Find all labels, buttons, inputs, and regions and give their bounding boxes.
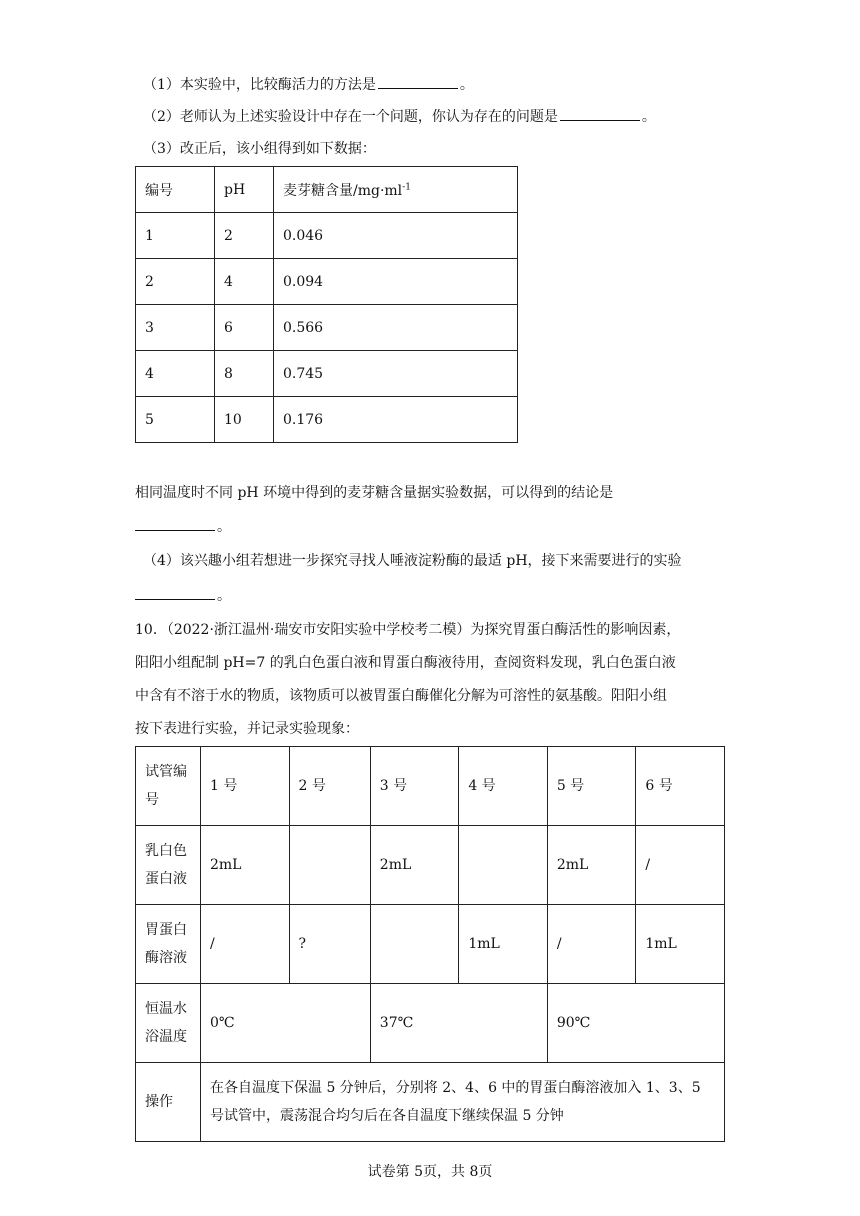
conclusion-answer-line — [135, 516, 231, 537]
table-row — [136, 397, 518, 443]
temp-cell: 90℃ — [547, 984, 724, 1063]
operation-row — [136, 1063, 725, 1142]
cell-ph: 10 — [215, 397, 274, 443]
temperature-row — [136, 984, 725, 1063]
enzyme-cell: 1mL — [459, 905, 548, 984]
operation-cell: 在各自温度下保温 5 分钟后，分别将 2、4、6 中的胃蛋白酶溶液加入 1、3、5 号试管中，震荡混合均匀后在各自温度下继续保温 5 分钟 — [201, 1063, 725, 1142]
enzyme-cell: / — [547, 905, 636, 984]
question-2 — [143, 106, 656, 127]
question-10-line-2: 阳阳小组配制 pH=7 的乳白色蛋白液和胃蛋白酶液待用，查阅资料发现，乳白色蛋白液 — [135, 655, 676, 671]
question-4: （4）该兴趣小组若想进一步探究寻找人唾液淀粉酶的最适 pH，接下来需要进行的实验 — [143, 553, 682, 569]
row-header-enzyme: 胃蛋白 酶溶液 — [136, 905, 201, 984]
question-4-suffix: 。 — [217, 588, 231, 604]
tube-label: 4 号 — [459, 747, 548, 826]
cell-value: 0.046 — [274, 213, 518, 259]
tube-label: 3 号 — [370, 747, 459, 826]
question-10-line-1: 10．（2022·浙江温州·瑞安市安阳实验中学校考二模）为探究胃蛋白酶活性的影响因素， — [135, 622, 681, 638]
experiment-table — [135, 746, 725, 1142]
cell-ph: 4 — [215, 259, 274, 305]
conclusion-prompt: 相同温度时不同 pH 环境中得到的麦芽糖含量据实验数据，可以得到的结论是 — [135, 485, 614, 501]
temp-cell: 0℃ — [201, 984, 371, 1063]
table-row — [136, 259, 518, 305]
milk-cell: / — [636, 826, 725, 905]
answer-blank-2[interactable] — [560, 106, 640, 121]
question-1-text: （1）本实验中，比较酶活力的方法是 — [143, 77, 376, 93]
tube-label: 2 号 — [289, 747, 370, 826]
milk-cell — [459, 826, 548, 905]
question-1 — [143, 74, 474, 95]
tube-label: 6 号 — [636, 747, 725, 826]
header-maltose-sup: -1 — [402, 181, 411, 192]
cell-ph: 2 — [215, 213, 274, 259]
row-header-temp: 恒温水 浴温度 — [136, 984, 201, 1063]
table-row — [136, 351, 518, 397]
row-header-tube: 试管编 号 — [136, 747, 201, 826]
enzyme-cell: / — [201, 905, 290, 984]
row-header-milk: 乳白色 蛋白液 — [136, 826, 201, 905]
enzyme-row — [136, 905, 725, 984]
question-2-text: （2）老师认为上述实验设计中存在一个问题，你认为存在的问题是 — [143, 109, 558, 125]
cell-ph: 6 — [215, 305, 274, 351]
cell-id: 2 — [136, 259, 215, 305]
answer-blank-3[interactable] — [135, 516, 215, 531]
milk-cell — [289, 826, 370, 905]
enzyme-cell: ? — [289, 905, 370, 984]
question-2-suffix: 。 — [641, 109, 656, 125]
cell-value: 0.566 — [274, 305, 518, 351]
milk-cell: 2mL — [370, 826, 459, 905]
cell-id: 3 — [136, 305, 215, 351]
milk-cell: 2mL — [201, 826, 290, 905]
cell-value: 0.745 — [274, 351, 518, 397]
table-row — [136, 213, 518, 259]
milk-protein-row — [136, 826, 725, 905]
conclusion-suffix: 。 — [217, 519, 231, 535]
answer-blank-4[interactable] — [135, 585, 215, 600]
cell-value: 0.176 — [274, 397, 518, 443]
header-id: 编号 — [136, 167, 215, 213]
header-maltose — [274, 167, 518, 213]
tube-number-row — [136, 747, 725, 826]
tube-label: 1 号 — [201, 747, 290, 826]
answer-blank-1[interactable] — [378, 74, 458, 89]
cell-value: 0.094 — [274, 259, 518, 305]
row-header-op: 操作 — [136, 1063, 201, 1142]
milk-cell: 2mL — [547, 826, 636, 905]
question-3: （3）改正后，该小组得到如下数据： — [143, 141, 376, 157]
maltose-data-table — [135, 166, 518, 443]
cell-id: 1 — [136, 213, 215, 259]
cell-id: 5 — [136, 397, 215, 443]
cell-ph: 8 — [215, 351, 274, 397]
temp-cell: 37℃ — [370, 984, 547, 1063]
page-footer: 试卷第 5页，共 8页 — [367, 1164, 493, 1180]
question-4-answer-line — [135, 585, 231, 606]
question-1-suffix: 。 — [459, 77, 474, 93]
enzyme-cell: 1mL — [636, 905, 725, 984]
cell-id: 4 — [136, 351, 215, 397]
tube-label: 5 号 — [547, 747, 636, 826]
enzyme-cell — [370, 905, 459, 984]
question-10-line-4: 按下表进行实验，并记录实验现象： — [135, 721, 359, 737]
header-maltose-text: 麦芽糖含量/mg·ml — [283, 182, 403, 199]
question-10-line-3: 中含有不溶于水的物质，该物质可以被胃蛋白酶催化分解为可溶性的氨基酸。阳阳小组 — [135, 688, 667, 704]
table-row — [136, 305, 518, 351]
table-header-row — [136, 167, 518, 213]
header-ph: pH — [215, 167, 274, 213]
